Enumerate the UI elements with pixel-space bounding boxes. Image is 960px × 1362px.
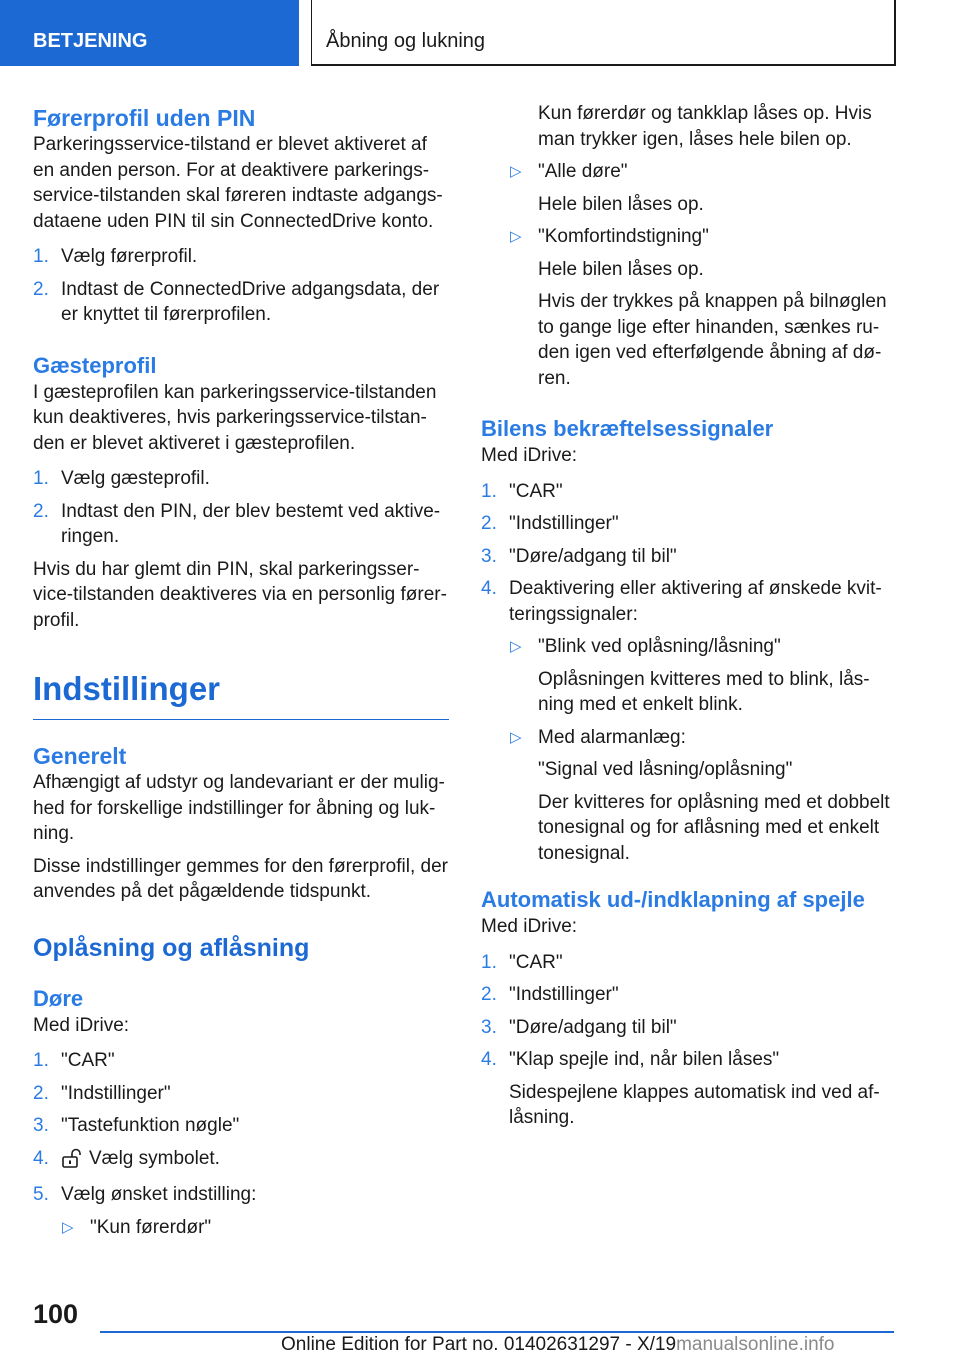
page-header <box>0 0 960 66</box>
paragraph-guest-forgot: Hvis du har glemt din PIN, skal parkeringsser-vice-tilstanden deaktiveres via en personlig fører-profil. <box>33 558 447 631</box>
door-options-list <box>61 1215 449 1241</box>
heading-settings: Indstillinger <box>33 669 449 720</box>
list-item: 3. "Døre/adgang til bil" <box>481 545 677 567</box>
paragraph-general-1: Afhængigt af udstyr og landevariant er der mulig-hed for forskellige indstillinger for åbning og luk-ning. <box>33 772 445 844</box>
signal-option-1-desc: Oplåsningen kvitteres med to blink, lås-ning med et enkelt blink. <box>538 668 870 715</box>
signal-steps-list <box>481 479 901 867</box>
signal-options-list <box>509 634 901 660</box>
unlock-symbol-icon <box>61 1148 83 1176</box>
door-option-3-note: Hvis der trykkes på knappen på bilnøglen to gange lige efter hinanden, sænkes ru-den igen ved efterfølgende åbning af dø-ren. <box>538 291 887 389</box>
door-option-2-desc: Hele bilen låses op. <box>538 193 704 215</box>
footer-edition <box>281 1334 835 1356</box>
edition-text: Online Edition for Part no. 01402631297 - X/19 <box>281 1334 677 1355</box>
triangle-bullet-icon: ▷ <box>510 228 522 245</box>
paragraph-guest-profile: I gæsteprofilen kan parkeringsservice-tilstanden kun deaktiveres, hvis parkeringsservice-tilstan-den er blevet aktiveret i gæsteprofilen. <box>33 381 437 454</box>
footer-divider <box>100 1331 894 1333</box>
list-item: 2. Indtast den PIN, der blev bestemt ved aktive-ringen. <box>33 500 441 547</box>
list-item: 4. Vælg symbolet. <box>33 1146 449 1176</box>
door-options-list-cont <box>481 159 901 185</box>
paragraph-idrive: Med iDrive: <box>481 445 578 466</box>
signal-option-2-name: "Signal ved låsning/oplåsning" <box>538 759 793 780</box>
triangle-bullet-icon: ▷ <box>510 638 522 655</box>
section-label: BETJENING <box>0 0 299 66</box>
list-item: ▷ "Alle døre" <box>509 159 901 185</box>
mirror-steps-list <box>481 950 901 1131</box>
triangle-bullet-icon: ▷ <box>510 163 522 180</box>
list-item: 3. "Døre/adgang til bil" <box>481 1016 677 1038</box>
list-item: ▷ "Komfortindstigning" <box>509 224 901 250</box>
triangle-bullet-icon: ▷ <box>510 728 522 746</box>
paragraph-idrive: Med iDrive: <box>33 1014 130 1036</box>
list-item: ▷ Med alarmanlæg: <box>509 725 901 751</box>
door-option-3-desc: Hele bilen låses op. <box>538 258 704 280</box>
list-item: 4. "Klap spejle ind, når bilen låses" Sidespejlene klappes automatisk ind ved af-låsning. <box>481 1047 901 1131</box>
list-item: 2. Indtast de ConnectedDrive adgangsdata, der er knyttet til førerprofilen. <box>33 278 440 325</box>
list-item: ▷ "Kun førerdør" <box>61 1215 449 1241</box>
list-item: 4. Deaktivering eller aktivering af ønskede kvit-teringssignaler: ▷ "Blink ved oplåsning/låsning" Oplåsningen kvitteres med to blink, lås-ning med et enkelt blink. ▷ Med alarmanlæg: "Signal ved låsning/oplåsning" Der kvitteres for oplåsning med et dobbelt tonesignal og for aflåsning med et enkelt tonesignal. <box>481 576 901 866</box>
door-options-list-cont-2 <box>481 224 901 250</box>
paragraph-driver-profile: Parkeringsservice-tilstand er blevet aktiveret af en anden person. For at deaktivere parkerings-service-tilstanden skal føreren indtaste adgangs-dataene uden PIN til sin ConnectedDrive konto. <box>33 134 443 232</box>
door-steps-list <box>33 1048 449 1240</box>
list-item: 2. "Indstillinger" <box>481 984 619 1005</box>
paragraph-general-2: Disse indstillinger gemmes for den førerprofil, der anvendes på det pågældende tidspunkt. <box>33 855 448 902</box>
heading-unlocking: Oplåsning og aflåsning <box>33 933 310 962</box>
list-item: 1. "CAR" <box>481 480 563 502</box>
list-item: 5. Vælg ønsket indstilling: ▷ "Kun førerdør" <box>33 1182 449 1240</box>
left-column <box>33 100 449 1247</box>
list-item: 1. Vælg gæsteprofil. <box>33 468 210 489</box>
list-item: 1. Vælg førerprofil. <box>33 246 198 267</box>
list-item: 2. "Indstillinger" <box>481 513 619 534</box>
triangle-bullet-icon: ▷ <box>62 1218 74 1236</box>
right-column <box>481 102 901 1138</box>
watermark-text: manualsonline.info <box>676 1334 835 1355</box>
list-item: 1. "CAR" <box>33 1050 115 1071</box>
list-item: 1. "CAR" <box>481 951 563 973</box>
heading-guest-profile: Gæsteprofil <box>33 352 157 378</box>
page-number: 100 <box>33 1299 79 1329</box>
chapter-title: Åbning og lukning <box>311 0 896 66</box>
heading-mirrors: Automatisk ud-/indklapning af spejle <box>481 887 865 912</box>
heading-confirmation-signals: Bilens bekræftelsessignaler <box>481 416 774 441</box>
signal-option-2-desc: Der kvitteres for oplåsning med et dobbelt tonesignal og for aflåsning med et enkelt tonesignal. <box>538 791 890 864</box>
guest-steps-list <box>33 466 449 550</box>
door-option-1-desc: Kun førerdør og tankklap låses op. Hvis man trykker igen, låses hele bilen op. <box>538 103 872 150</box>
heading-doors: Døre <box>33 985 84 1011</box>
list-item: 3. "Tastefunktion nøgle" <box>33 1115 240 1136</box>
driver-steps-list <box>33 244 449 328</box>
list-item: 2. "Indstillinger" <box>33 1082 171 1104</box>
signal-options-list-2 <box>509 725 901 751</box>
list-item: ▷ "Blink ved oplåsning/låsning" <box>509 634 901 660</box>
heading-driver-profile: Førerprofil uden PIN <box>33 105 256 131</box>
heading-general: Generelt <box>33 743 127 769</box>
mirror-desc: Sidespejlene klappes automatisk ind ved af-låsning. <box>509 1081 880 1128</box>
paragraph-idrive-2: Med iDrive: <box>481 916 578 937</box>
